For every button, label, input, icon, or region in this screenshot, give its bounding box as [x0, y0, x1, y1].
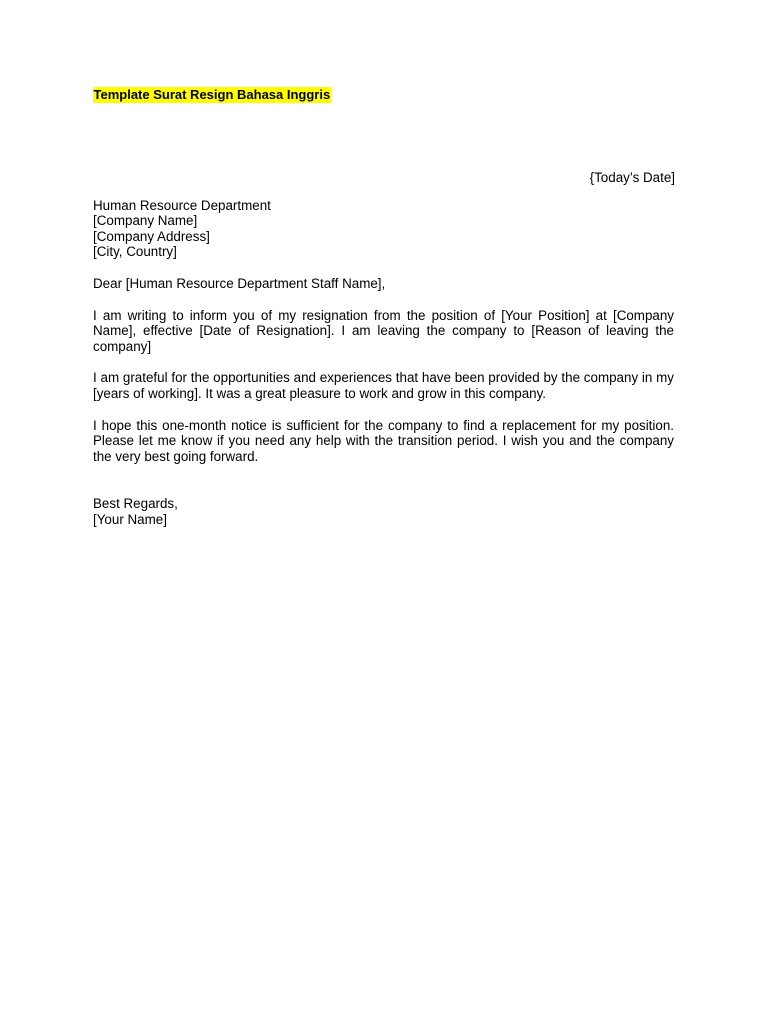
paragraph-gratitude: I am grateful for the opportunities and experiences that have been provided by the company in my [years of working]. It was a great pleasure to work and grow in this company.: [93, 370, 674, 401]
letter-date: {Today’s Date]: [589, 170, 675, 185]
title-line: [93, 87, 674, 103]
document-title: Template Surat Resign Bahasa Inggris: [93, 87, 331, 102]
paragraph-resignation: I am writing to inform you of my resignation from the position of [Your Position] at [Company Name], effective [Date of Resignation]. I am leaving the company to [Reason of leaving the company]: [93, 307, 674, 354]
recipient-company-name: [Company Name]: [93, 213, 198, 229]
recipient-company-address: [Company Address]: [93, 228, 210, 244]
closing-regards: Best Regards,: [93, 496, 178, 512]
salutation: Dear [Human Resource Department Staff Name],: [93, 275, 386, 291]
recipient-city-country: [City, Country]: [93, 244, 177, 260]
closing: [93, 496, 674, 527]
signature-name: [Your Name]: [93, 511, 167, 527]
recipient-address: [93, 198, 674, 260]
recipient-department: Human Resource Department: [93, 197, 271, 213]
letter-body: [93, 87, 674, 528]
paragraph-notice: I hope this one-month notice is sufficient for the company to find a replacement for my position. Please let me know if you need any help with the transition period. I wish you and the company the very best going forward.: [93, 417, 674, 464]
